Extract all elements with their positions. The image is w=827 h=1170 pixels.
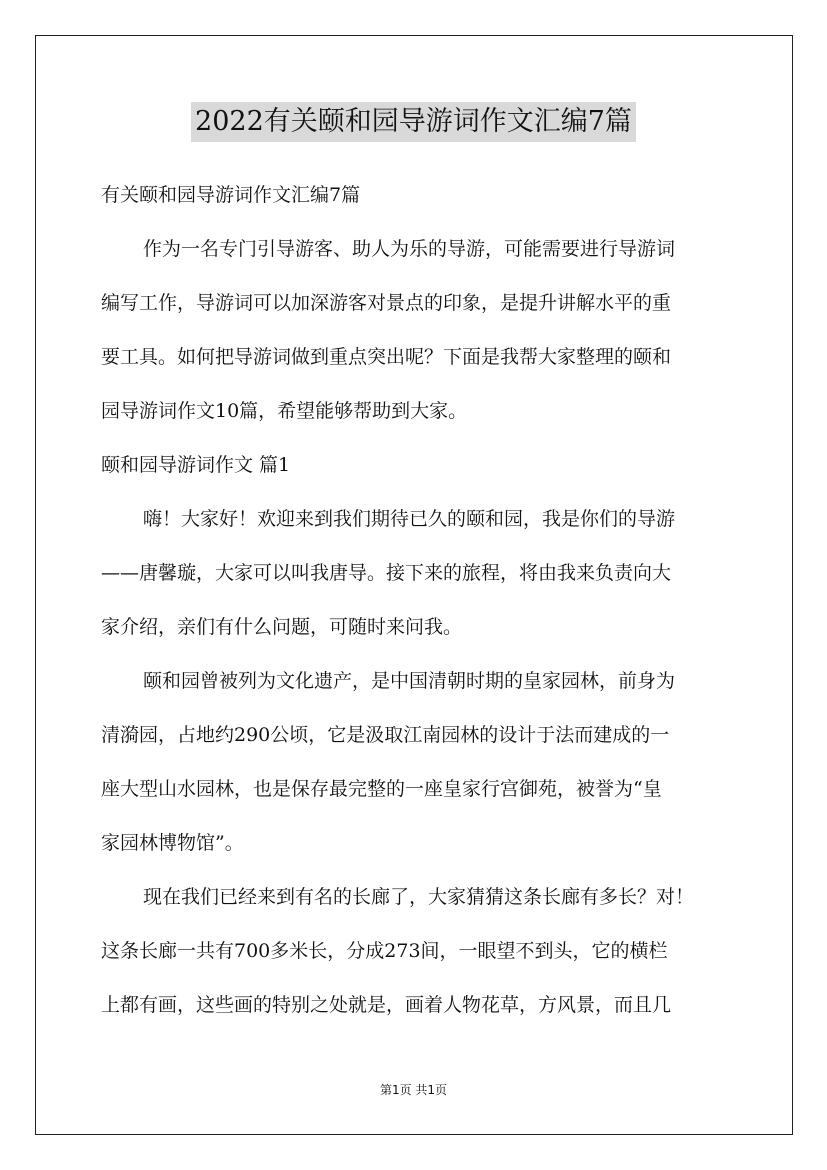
document-subtitle: 有关颐和园导游词作文汇编7篇 [101, 184, 361, 206]
section-heading: 颐和园导游词作文 篇1 [101, 454, 291, 476]
intro-line-3: 要工具。如何把导游词做到重点突出呢？下面是我帮大家整理的颐和 [101, 346, 672, 368]
document-body [101, 168, 731, 1032]
document-title: 2022有关颐和园导游词作文汇编7篇 [191, 102, 636, 142]
para1-line-2: ——唐馨璇，大家可以叫我唐导。接下来的旅程，将由我来负责向大 [101, 562, 672, 584]
para2-line-2: 清漪园，占地约290公顷，它是汲取江南园林的设计于法而建成的一 [101, 724, 670, 746]
para2-line-1: 颐和园曾被列为文化遗产，是中国清朝时期的皇家园林，前身为 [143, 670, 676, 692]
para1-line-1: 嗨！大家好！欢迎来到我们期待已久的颐和园，我是你们的导游 [143, 508, 676, 530]
para3-line-2: 这条长廊一共有700多米长，分成273间，一眼望不到头，它的横栏 [101, 940, 668, 962]
para3-line-3: 上都有画，这些画的特别之处就是，画着人物花草，方风景，而且几 [101, 994, 672, 1016]
page-footer: 第1页 共1页 [379, 1083, 448, 1097]
intro-line-4: 园导游词作文10篇，希望能够帮助到大家。 [101, 400, 468, 422]
para2-line-4: 家园林博物馆”。 [101, 832, 244, 854]
para1-line-3: 家介绍，亲们有什么问题，可随时来问我。 [101, 616, 463, 638]
title-container [0, 102, 827, 142]
para2-line-3: 座大型山水园林，也是保存最完整的一座皇家行宫御苑，被誉为“皇 [101, 778, 662, 800]
intro-line-1: 作为一名专门引导游客、助人为乐的导游，可能需要进行导游词 [143, 238, 676, 260]
intro-line-2: 编写工作，导游词可以加深游客对景点的印象，是提升讲解水平的重 [101, 292, 672, 314]
para3-line-1: 现在我们已经来到有名的长廊了，大家猜猜这条长廊有多长？对！ [143, 886, 695, 908]
